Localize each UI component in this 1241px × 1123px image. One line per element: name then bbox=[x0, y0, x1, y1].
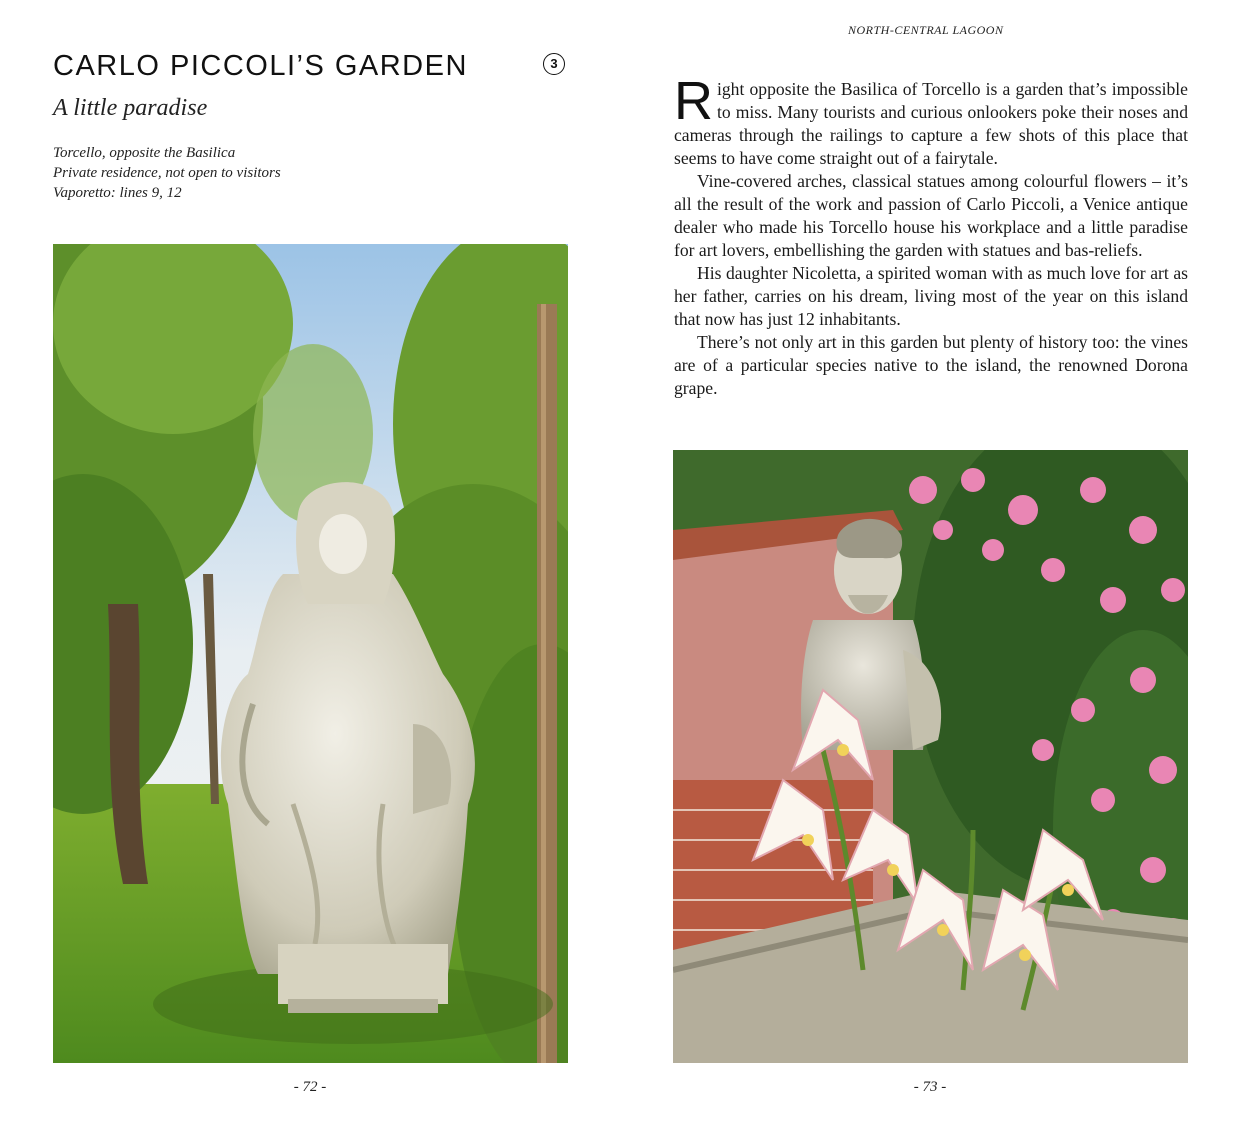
drop-cap: R bbox=[674, 71, 713, 131]
paragraph-3: His daughter Nicoletta, a spirited woman with as much love for art as her father, carries on his dream, living most of the year on this island that now has just 12 inhabitants. bbox=[674, 263, 1188, 329]
article-body bbox=[674, 71, 1188, 400]
info-access: Private residence, not open to visitors bbox=[53, 165, 281, 181]
info-transport: Vaporetto: lines 9, 12 bbox=[53, 185, 182, 201]
statue-lilies-photo bbox=[673, 450, 1188, 1063]
paragraph-1 bbox=[674, 71, 1188, 170]
paragraph-1-text: ight opposite the Basilica of Torcello is a garden that’s impossible to miss. Many tourists and curious onlookers poke their noses and cameras through the railings to capture a few shots of this place that seems to have come straight out of a fairytale. bbox=[674, 79, 1188, 168]
statue-lilies-illustration bbox=[673, 450, 1188, 1063]
info-location: Torcello, opposite the Basilica bbox=[53, 145, 236, 161]
page-subtitle: A little paradise bbox=[53, 95, 208, 121]
statue-vineyard-photo bbox=[53, 244, 568, 1063]
statue-vineyard-illustration bbox=[53, 244, 568, 1063]
paragraph-4: There’s not only art in this garden but plenty of history too: the vines are of a particular species native to the island, the renowned Dorona grape. bbox=[674, 332, 1188, 398]
practical-info bbox=[53, 143, 281, 203]
running-head: NORTH-CENTRAL LAGOON bbox=[848, 23, 1004, 37]
page-title: CARLO PICCOLI’S GARDEN bbox=[53, 50, 468, 82]
entry-number-badge: 3 bbox=[543, 53, 565, 75]
page-number-left: - 72 - bbox=[293, 1079, 327, 1095]
page-number-right: - 73 - bbox=[913, 1079, 947, 1095]
paragraph-2: Vine-covered arches, classical statues among colourful flowers – it’s all the result of the work and passion of Carlo Piccoli, a Venice antique dealer who made his Torcello house his workplace and a little paradise for art lovers, embellishing the garden with statues and bas-reliefs. bbox=[674, 171, 1188, 260]
